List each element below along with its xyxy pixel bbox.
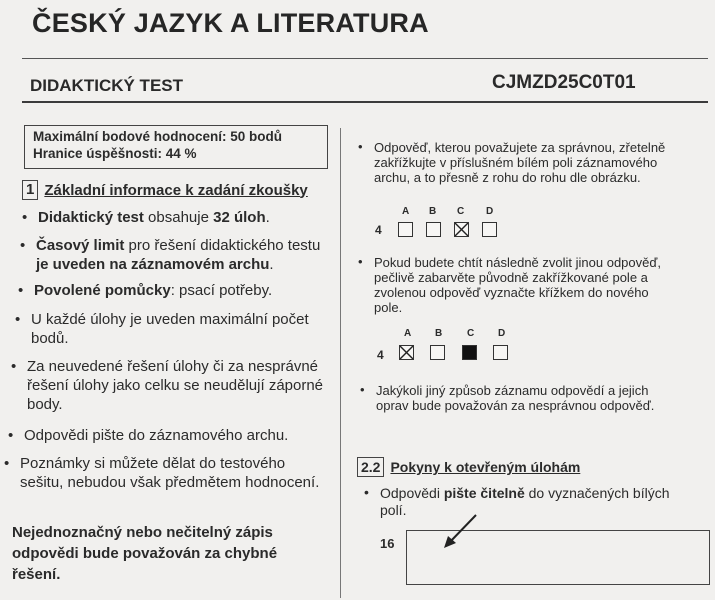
answer-checkbox xyxy=(482,222,497,237)
cross-icon xyxy=(400,346,413,359)
question-number: 16 xyxy=(380,536,395,551)
list-item: • U každé úlohy je uveden maximální počet bodů. xyxy=(15,311,309,347)
list-item: • Didaktický test obsahuje 32 úloh. xyxy=(22,209,270,226)
page-title: ČESKÝ JAZYK A LITERATURA xyxy=(32,8,429,38)
answer-checkbox xyxy=(426,222,441,237)
option-label: C xyxy=(457,206,465,217)
option-label: B xyxy=(435,328,443,339)
warning-text: Nejednoznačný nebo nečitelný zápis odpovědi bude považován za chybné řešení. xyxy=(12,524,278,583)
answer-example-1 xyxy=(372,206,512,244)
test-code: CJMZD25C0T01 xyxy=(492,72,636,93)
instruction-paragraph: • Odpověď, kterou považujete za správnou, zřetelně zakřížkujte v příslušném bílém poli záznamového archu, a to přesně z rohu do rohu dle obrázku. xyxy=(358,139,666,185)
answer-checkbox xyxy=(398,222,413,237)
bullet-icon: • xyxy=(11,358,17,375)
instruction-paragraph: • Pokud budete chtít následně zvolit jinou odpověď, pečlivě zabarvěte původně zakřížkované pole a zvolenou odpověď vyznačte křížkem do nového pole. xyxy=(358,254,661,315)
bullet-icon: • xyxy=(18,282,24,299)
section-title: Pokyny k otevřeným úlohám xyxy=(390,459,581,475)
option-label: B xyxy=(429,206,437,217)
option-label: A xyxy=(404,328,412,339)
option-label: D xyxy=(486,206,494,217)
section-1-heading xyxy=(22,180,308,200)
question-number: 4 xyxy=(375,223,382,237)
bullet-icon: • xyxy=(22,209,28,226)
answer-example-2 xyxy=(374,328,524,366)
section-title: Základní informace k zadání zkoušky xyxy=(44,181,308,199)
header-divider xyxy=(22,58,708,59)
section-number: 1 xyxy=(22,180,38,200)
bullet-icon: • xyxy=(360,382,365,397)
column-divider xyxy=(340,128,341,598)
instruction-paragraph: • Jakýkoli jiný způsob záznamu odpovědí a jejich oprav bude považován za nesprávnou odpověď. xyxy=(360,382,655,413)
list-item: • Povolené pomůcky: psací potřeby. xyxy=(18,282,273,299)
answer-checkbox-filled xyxy=(462,345,477,360)
answer-checkbox-crossed xyxy=(399,345,414,360)
list-item: • Poznámky si můžete dělat do testového sešitu, nebudou však předmětem hodnocení. xyxy=(4,455,320,491)
section-number: 2.2 xyxy=(357,457,384,477)
list-item: • Časový limit pro řešení didaktického testu je uveden na záznamovém archu. xyxy=(20,237,321,273)
list-item: • Za neuvedené řešení úlohy či za nesprávné řešení úlohy jako celku se neudělují záporné body. xyxy=(11,358,324,413)
bullet-icon: • xyxy=(358,139,363,154)
instruction-paragraph: • Odpovědi pište čitelně do vyznačených bílých polí. xyxy=(364,484,670,518)
score-box xyxy=(24,125,328,169)
option-label: C xyxy=(467,328,475,339)
answer-checkbox-crossed xyxy=(454,222,469,237)
list-item: • Odpovědi pište do záznamového archu. xyxy=(8,427,289,444)
bullet-icon: • xyxy=(8,427,14,444)
subheader-divider xyxy=(22,101,708,103)
bullet-icon: • xyxy=(20,237,26,254)
question-number: 4 xyxy=(377,348,384,362)
bullet-icon: • xyxy=(358,254,363,269)
test-subtitle: DIDAKTICKÝ TEST xyxy=(30,76,183,95)
answer-checkbox xyxy=(493,345,508,360)
bullet-icon: • xyxy=(15,311,21,328)
option-label: D xyxy=(498,328,506,339)
bullet-icon: • xyxy=(4,455,10,472)
pass-threshold-text: Hranice úspěšnosti: 44 % xyxy=(33,146,197,161)
option-label: A xyxy=(402,206,410,217)
bullet-icon: • xyxy=(364,484,369,500)
section-2-2-heading xyxy=(357,457,580,477)
max-score-text: Maximální bodové hodnocení: 50 bodů xyxy=(33,129,283,144)
answer-checkbox xyxy=(430,345,445,360)
arrow-icon xyxy=(440,512,480,552)
cross-icon xyxy=(455,223,468,236)
